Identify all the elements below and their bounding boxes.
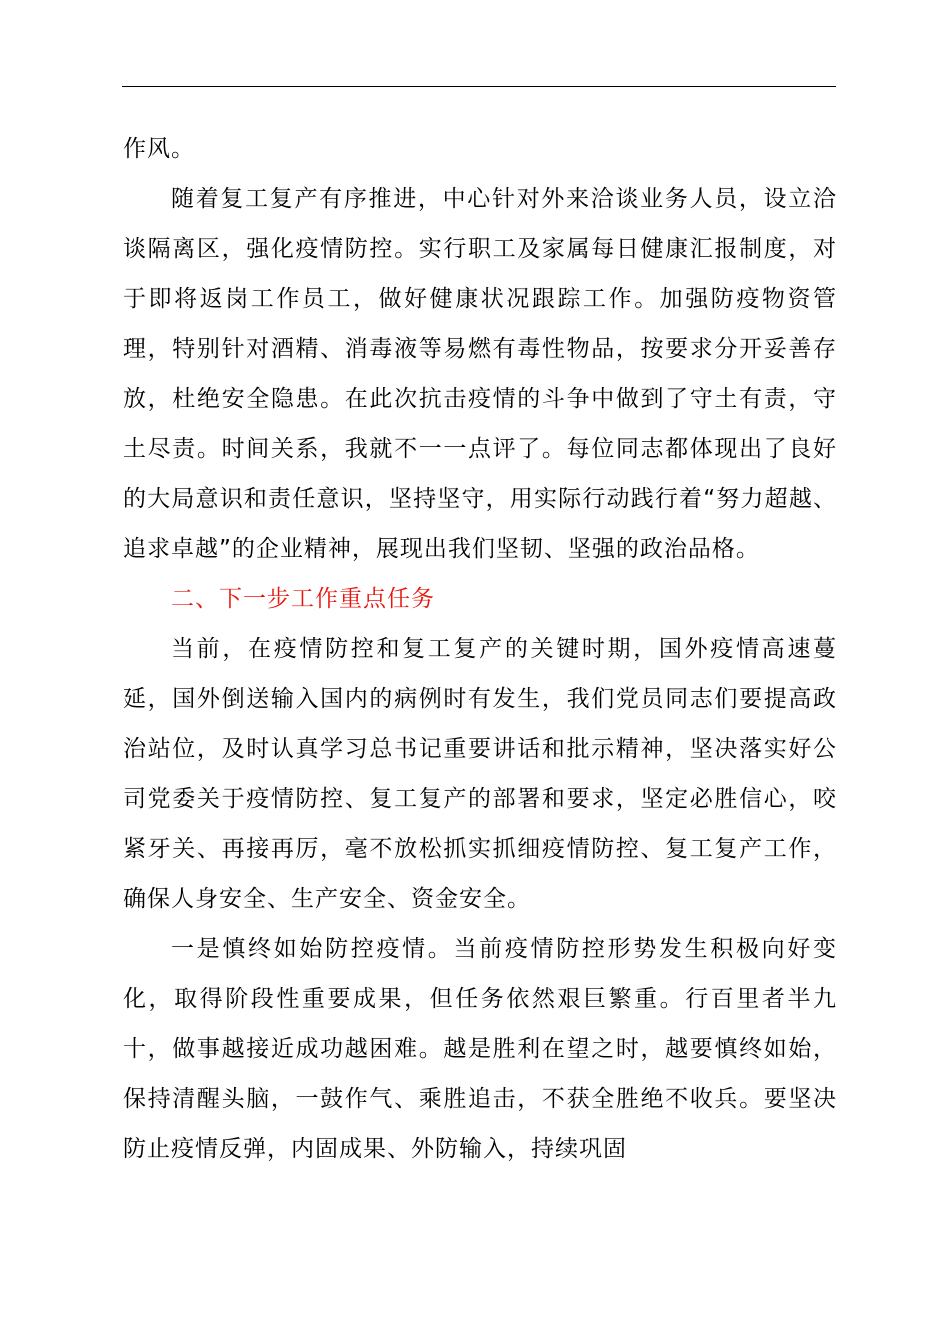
paragraph-continuation: 作风。 — [123, 136, 195, 162]
document-body — [123, 124, 837, 1174]
paragraph-resumption-measures: 随着复工复产有序推进，中心针对外来洽谈业务人员，设立洽谈隔离区，强化疫情防控。实行职工及家属每日健康汇报制度，对于即将返岗工作员工，做好健康状况跟踪工作。加强防疫物资管理，特别针对酒精、消毒液等易燃有毒性物品，按要求分开妥善存放，杜绝安全隐患。在此次抗击疫情的斗争中做到了守土有责，守土尽责。时间关系，我就不一一点评了。每位同志都体现出了良好的大局意识和责任意识，坚持坚守，用实际行动践行着“努力超越、追求卓越”的企业精神，展现出我们坚韧、坚强的政治品格。 — [123, 186, 837, 562]
header-rule — [122, 86, 836, 87]
section-heading-next-steps: 二、下一步工作重点任务 — [171, 586, 435, 612]
paragraph-current-situation: 当前，在疫情防控和复工复产的关键时期，国外疫情高速蔓延，国外倒送输入国内的病例时有发生，我们党员同志们要提高政治站位，及时认真学习总书记重要讲话和批示精神，坚决落实好公司党委关于疫情防控、复工复产的部署和要求，坚定必胜信心，咬紧牙关、再接再厉，毫不放松抓实抓细疫情防控、复工复产工作，确保人身安全、生产安全、资金安全。 — [123, 636, 837, 912]
paragraph-point-one: 一是慎终如始防控疫情。当前疫情防控形势发生积极向好变化，取得阶段性重要成果，但任务依然艰巨繁重。行百里者半九十，做事越接近成功越困难。越是胜利在望之时，越要慎终如始，保持清醒头脑，一鼓作气、乘胜追击，不获全胜绝不收兵。要坚决防止疫情反弹，内固成果、外防输入，持续巩固 — [123, 936, 837, 1162]
